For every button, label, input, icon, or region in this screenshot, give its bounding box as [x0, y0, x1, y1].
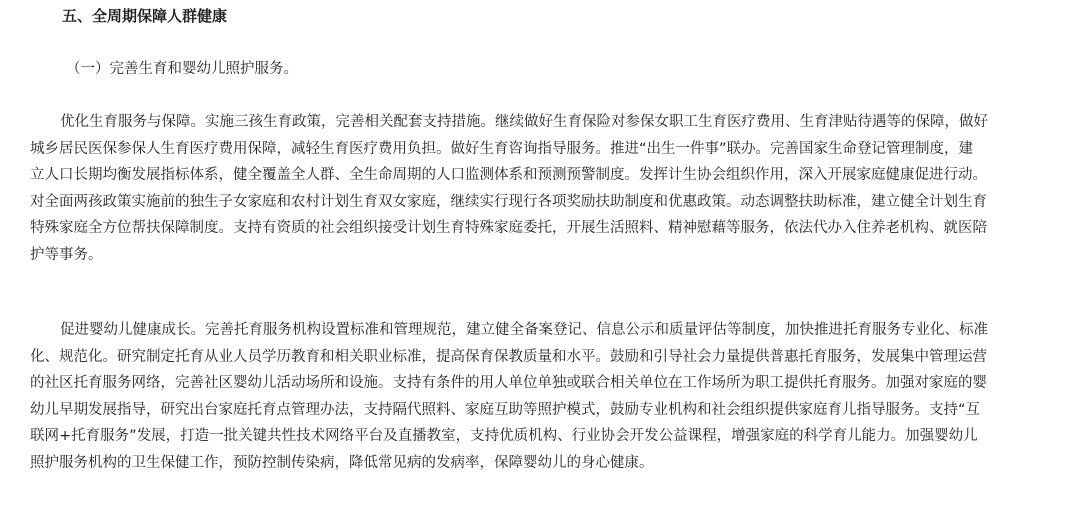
paragraph-line: 对全面两孩政策实施前的独生子女家庭和农村计划生育双女家庭，继续实行现行各项奖励扶助制度和优惠政策。动态调整扶助标准，建立健全计划生育 — [30, 193, 987, 210]
paragraph-infant-growth — [30, 317, 1070, 476]
paragraph-line: 促进婴幼儿健康成长。完善托育服务机构设置标准和管理规范，建立健全备案登记、信息公示和质量评估等制度，加快推进托育服务专业化、标准 — [60, 322, 988, 338]
paragraph-line: 幼儿早期发展指导，研究出台家庭托育点管理办法，支持隔代照料、家庭互助等照护模式，鼓励专业机构和社会组织提供家庭育儿指导服务。支持“互 — [30, 401, 981, 418]
paragraph-line: 联网+托育服务”发展，打造一批关键共性技术网络平台及直播教室，支持优质机构、行业协会开发公益课程，增强家庭的科学育儿能力。加强婴幼儿 — [30, 428, 978, 444]
paragraph-line: 照护服务机构的卫生保健工作，预防控制传染病，降低常见病的发病率，保障婴幼儿的身心健康。 — [30, 454, 654, 471]
paragraph-line: 优化生育服务与保障。实施三孩生育政策，完善相关配套支持措施。继续做好生育保险对参保女职工生育医疗费用、生育津贴待遇等的保障，做好 — [60, 114, 988, 130]
paragraph-line: 化、规范化。研究制定托育从业人员学历教育和相关职业标准，提高保育保教质量和水平。鼓励和引导社会力量提供普惠托育服务，发展集中管理运营 — [30, 348, 987, 365]
paragraph-line: 的社区托育服务网络，完善社区婴幼儿活动场所和设施。支持有条件的用人单位单独或联合相关单位在工作场所为职工提供托育服务。加强对家庭的婴 — [30, 375, 987, 391]
paragraph-line: 立人口长期均衡发展指标体系，健全覆盖全人群、全生命周期的人口监测体系和预测预警制度。发挥计生协会组织作用，深入开展家庭健康促进行动。 — [30, 167, 987, 183]
paragraph-line: 特殊家庭全方位帮扶保障制度。支持有资质的社会组织接受计划生育特殊家庭委托，开展生活照料、精神慰藉等服务，依法代办入住养老机构、就医陪 — [30, 220, 987, 236]
subsection-heading: （一）完善生育和婴幼儿照护服务。 — [66, 61, 298, 77]
section-heading: 五、全周期保障人群健康 — [62, 7, 228, 25]
paragraph-line: 护等事务。 — [30, 246, 103, 263]
paragraph-birth-services — [30, 109, 1070, 268]
paragraph-line: 城乡居民医保参保人生育医疗费用保障，减轻生育医疗费用负担。做好生育咨询指导服务。推进“出生一件事”联办。完善国家生命登记管理制度，建 — [30, 140, 974, 157]
